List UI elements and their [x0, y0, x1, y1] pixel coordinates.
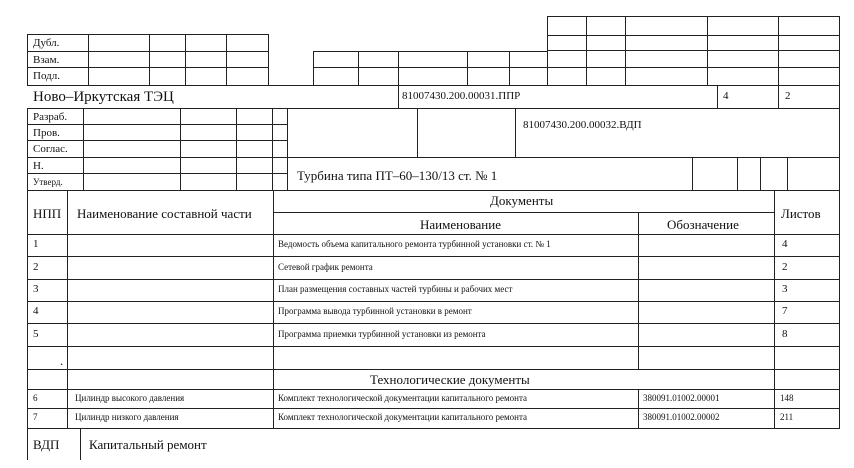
stamp-label-vzam: Взам.: [33, 54, 60, 66]
row-doc-name: План размещения составных частей турбины и рабочих мест: [278, 284, 513, 294]
stamp-label-podl: Подл.: [33, 70, 60, 82]
tech-row-designation: 380091.01002.00001: [643, 393, 720, 403]
row-sheets: 3: [782, 283, 788, 295]
tech-row-doc-name: Комплект технологической документации капитального ремонта: [278, 412, 528, 422]
role-prov: Пров.: [33, 127, 60, 139]
row-sheets: 2: [782, 261, 788, 273]
tech-row-npp: 6: [33, 393, 38, 403]
stamp-label-dubl: Дубл.: [33, 37, 60, 49]
col-header-sheets: Листов: [781, 206, 821, 221]
role-n: Н.: [33, 160, 44, 172]
row-doc-name: Сетевой график ремонта: [278, 262, 373, 272]
document-title: Турбина типа ПТ–60–130/13 ст. № 1: [297, 168, 498, 183]
row-npp: 5: [33, 328, 39, 340]
footer-code: ВДП: [33, 437, 60, 452]
col-header-documents: Документы: [490, 193, 554, 208]
col-header-name: Наименование: [420, 217, 501, 232]
tech-row-part: Цилиндр низкого давления: [75, 412, 179, 422]
row-doc-name: Ведомость объема капитального ремонта турбинной установки ст. № 1: [278, 239, 551, 249]
col-header-designation: Обозначение: [667, 217, 739, 232]
tech-row-designation: 380091.01002.00002: [643, 412, 720, 422]
footer-text: Капитальный ремонт: [89, 437, 207, 452]
section-title: Технологические документы: [370, 372, 530, 387]
blank-row-mark: .: [60, 353, 64, 368]
tech-row-sheets: 148: [780, 393, 794, 403]
role-razrab: Разраб.: [33, 111, 68, 123]
header-sheets-total: 2: [785, 90, 791, 102]
row-npp: 2: [33, 261, 39, 273]
role-utverd: Утверд.: [33, 177, 63, 187]
row-npp: 3: [33, 283, 39, 295]
col-header-part: Наименование составной части: [77, 206, 252, 221]
header-sheet: 4: [723, 90, 729, 102]
row-doc-name: Программа вывода турбинной установки в ремонт: [278, 306, 472, 316]
col-header-npp: НПП: [33, 206, 62, 221]
tech-row-doc-name: Комплект технологической документации капитального ремонта: [278, 393, 528, 403]
row-doc-name: Программа приемки турбинной установки из ремонта: [278, 329, 486, 339]
tech-row-sheets: 211: [780, 412, 794, 422]
role-soglas: Соглас.: [33, 143, 68, 155]
organization-name: Ново–Иркутская ТЭЦ: [33, 89, 174, 105]
tech-row-npp: 7: [33, 412, 38, 422]
tech-row-part: Цилиндр высокого давления: [75, 393, 185, 403]
row-npp: 4: [33, 305, 39, 317]
row-sheets: 4: [782, 238, 788, 250]
header-doc-code: 81007430.200.00031.ППР: [402, 90, 521, 102]
row-sheets: 8: [782, 328, 788, 340]
row-npp: 1: [33, 238, 39, 250]
title-doc-code: 81007430.200.00032.ВДП: [523, 119, 642, 131]
row-sheets: 7: [782, 305, 788, 317]
